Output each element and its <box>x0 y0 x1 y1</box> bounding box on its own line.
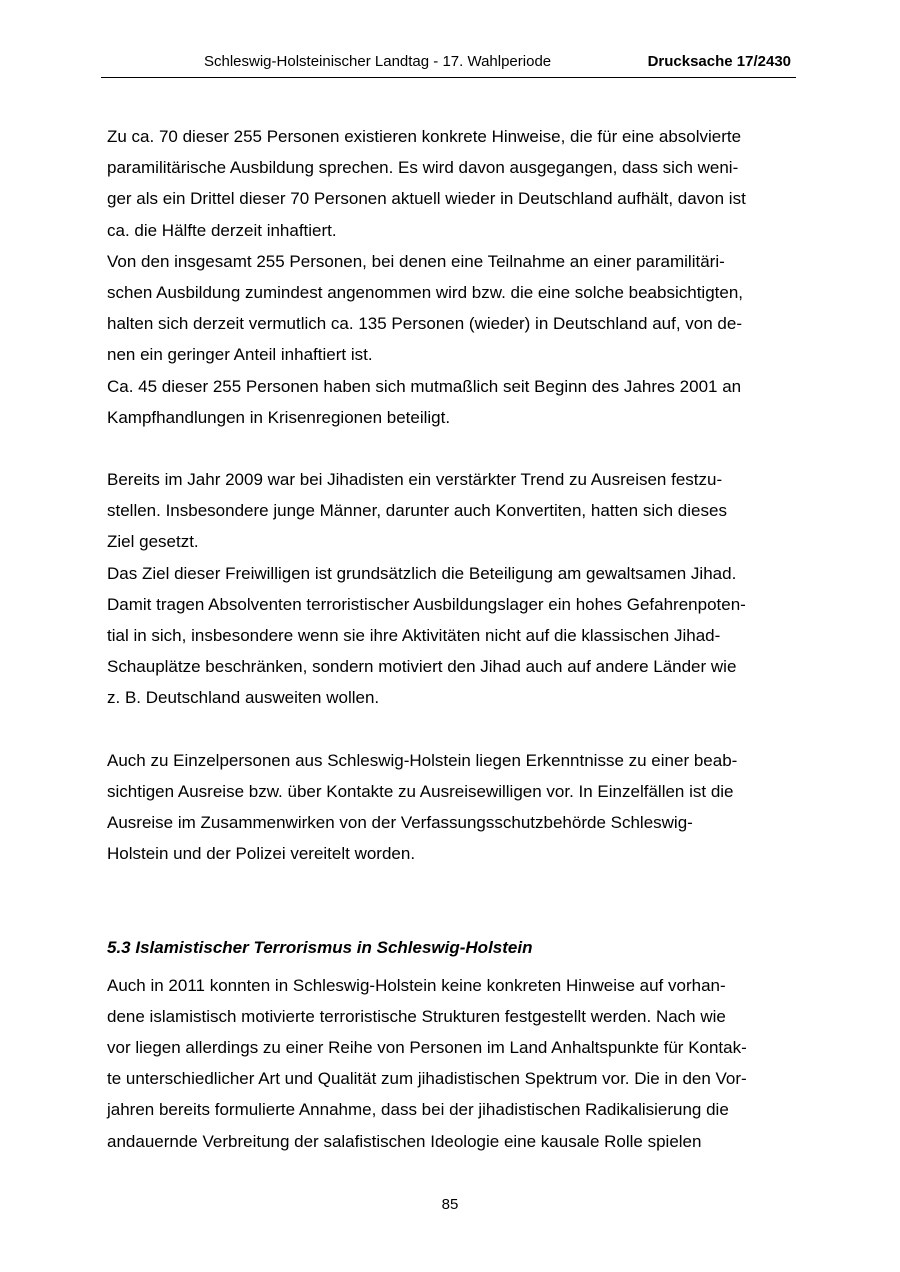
text-line: vor liegen allerdings zu einer Reihe von Personen im Land Anhaltspunkte für Kontak- <box>107 1038 747 1058</box>
text-line: Schauplätze beschränken, sondern motiviert den Jihad auch auf andere Länder wie <box>107 657 737 677</box>
text-line: Kampfhandlungen in Krisenregionen beteiligt. <box>107 407 451 427</box>
text-line: ca. die Hälfte derzeit inhaftiert. <box>107 220 337 240</box>
page-number: 85 <box>441 1196 459 1213</box>
text-line: dene islamistisch motivierte terroristische Strukturen festgestellt werden. Nach wie <box>107 1006 726 1026</box>
text-line: stellen. Insbesondere junge Männer, darunter auch Konvertiten, hatten sich dieses <box>107 501 727 521</box>
text-line: tial in sich, insbesondere wenn sie ihre Aktivitäten nicht auf die klassischen Jihad- <box>107 626 721 645</box>
text-line: Auch in 2011 konnten in Schleswig-Holstein keine konkreten Hinweise auf vorhan- <box>107 975 726 995</box>
text-line: halten sich derzeit vermutlich ca. 135 Personen (wieder) in Deutschland auf, von de- <box>107 314 743 334</box>
text-line: ger als ein Drittel dieser 70 Personen aktuell wieder in Deutschland aufhält, davon ist <box>107 189 746 209</box>
text-line: Ausreise im Zusammenwirken von der Verfassungsschutzbehörde Schleswig- <box>107 813 693 833</box>
text-line: te unterschiedlicher Art und Qualität zum jihadistischen Spektrum vor. Die in den Vor- <box>107 1069 747 1089</box>
text-line: Auch zu Einzelpersonen aus Schleswig-Holstein liegen Erkenntnisse zu einer beab- <box>107 750 738 770</box>
text-line: andauernde Verbreitung der salafistischen Ideologie eine kausale Rolle spielen <box>107 1131 702 1151</box>
paragraph-gap <box>107 433 797 464</box>
text-line: sichtigen Ausreise bzw. über Kontakte zu Ausreisewilligen vor. In Einzelfällen ist die <box>107 781 734 801</box>
text-line: Holstein und der Polizei vereitelt worden. <box>107 844 416 864</box>
paragraph <box>107 745 797 870</box>
text-line: jahren bereits formulierte Annahme, dass bei der jihadistischen Radikalisierung die <box>107 1100 729 1120</box>
text-line: Zu ca. 70 dieser 255 Personen existieren konkrete Hinweise, die für eine absolvierte <box>107 127 742 146</box>
body-text <box>107 121 797 1157</box>
page-header <box>101 50 796 78</box>
paragraph <box>107 121 797 246</box>
text-line: z. B. Deutschland ausweiten wollen. <box>107 688 380 708</box>
section-gap <box>107 870 797 932</box>
header-title: Schleswig-Holsteinischer Landtag - 17. Wahlperiode <box>204 53 552 70</box>
paragraph <box>107 970 797 1157</box>
text-line: Das Ziel dieser Freiwilligen ist grundsätzlich die Beteiligung am gewaltsamen Jihad. <box>107 563 737 583</box>
document-reference: Drucksache 17/2430 <box>647 53 791 70</box>
text-line: Ca. 45 dieser 255 Personen haben sich mutmaßlich seit Beginn des Jahres 2001 an <box>107 376 742 396</box>
text-line: Damit tragen Absolventen terroristischer Ausbildungslager ein hohes Gefahrenpoten- <box>107 594 746 614</box>
text-line: Ziel gesetzt. <box>107 532 199 552</box>
paragraph <box>107 246 797 371</box>
paragraph <box>107 371 797 433</box>
text-line: Bereits im Jahr 2009 war bei Jihadisten ein verstärkter Trend zu Ausreisen festzu- <box>107 470 723 490</box>
section-heading: 5.3 Islamistischer Terrorismus in Schleswig-Holstein <box>107 937 533 957</box>
paragraph <box>107 558 797 714</box>
paragraph-gap <box>107 714 797 745</box>
text-line: Von den insgesamt 255 Personen, bei denen eine Teilnahme an einer paramilitäri- <box>107 251 725 271</box>
text-line: nen ein geringer Anteil inhaftiert ist. <box>107 345 373 365</box>
text-line: paramilitärische Ausbildung sprechen. Es wird davon ausgegangen, dass sich weni- <box>107 158 739 178</box>
text-line: schen Ausbildung zumindest angenommen wird bzw. die eine solche beabsichtigten, <box>107 282 744 302</box>
paragraph <box>107 464 797 558</box>
